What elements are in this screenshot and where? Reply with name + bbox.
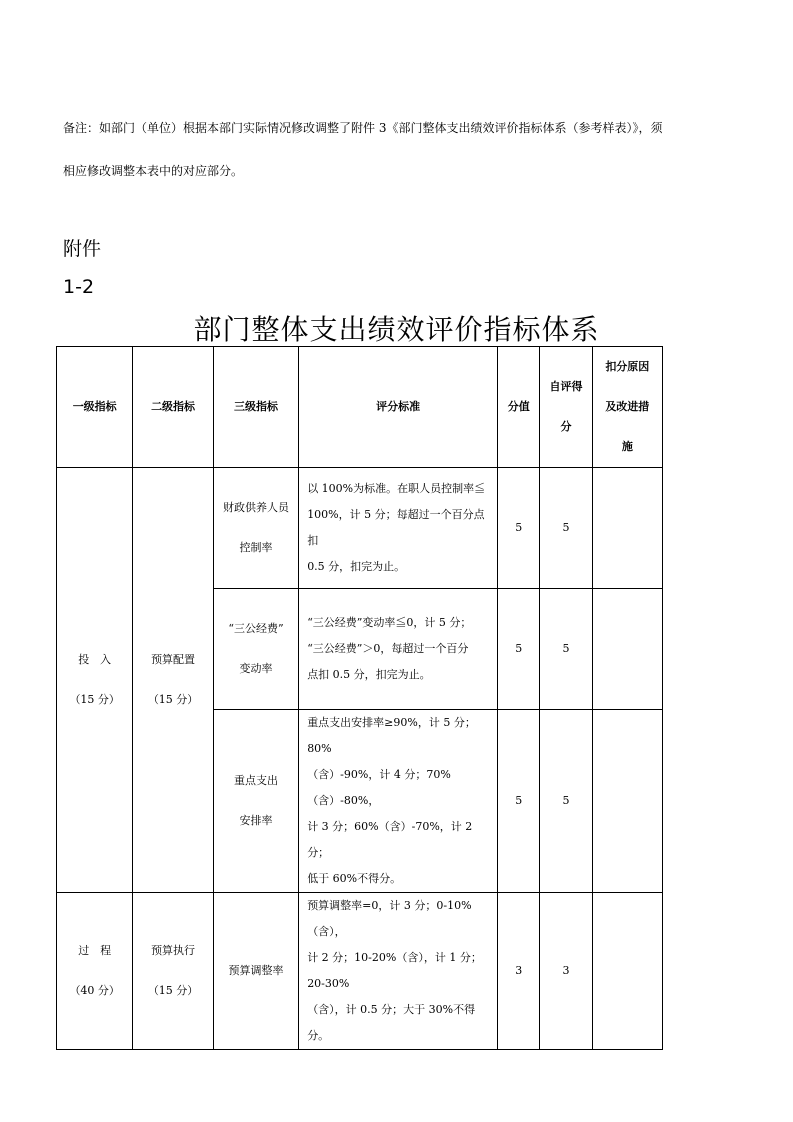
criteria-cell: 预算调整率=0，计 3 分；0-10%（含）， 计 2 分；10-20%（含），计 1 分；20-30% （含），计 0.5 分；大于 30%不得分。 <box>299 893 498 1050</box>
note-line-2: 相应修改调整本表中的对应部分。 <box>63 164 244 178</box>
deduction-cell <box>592 589 662 710</box>
deduction-cell <box>592 893 662 1050</box>
criteria-cell: 以 100%为标准。在职人员控制率≦ 100%，计 5 分；每超过一个百分点扣 0.5 分，扣完为止。 <box>299 468 498 589</box>
self-score-cell: 3 <box>540 893 592 1050</box>
criteria-cell: 重点支出安排率≥90%，计 5 分；80% （含）-90%，计 4 分；70%（含）-80%， 计 3 分；60%（含）-70%，计 2 分； 低于 60%不得分。 <box>299 710 498 893</box>
table-row <box>57 468 663 589</box>
level2-cell: 预算配置 （15 分） <box>133 468 213 893</box>
score-cell: 5 <box>498 468 540 589</box>
self-score-cell: 5 <box>540 589 592 710</box>
header-level3: 三级指标 <box>213 347 298 468</box>
criteria-cell: “三公经费”变动率≦0，计 5 分； “三公经费”＞0，每超过一个百分 点扣 0.5 分，扣完为止。 <box>299 589 498 710</box>
deduction-cell <box>592 710 662 893</box>
level2-cell: 预算执行 （15 分） <box>133 893 213 1050</box>
score-cell: 5 <box>498 710 540 893</box>
header-criteria: 评分标准 <box>299 347 498 468</box>
self-score-cell: 5 <box>540 468 592 589</box>
score-cell: 5 <box>498 589 540 710</box>
attachment-label: 附件 <box>63 238 102 260</box>
self-score-cell: 5 <box>540 710 592 893</box>
deduction-cell <box>592 468 662 589</box>
level1-cell: 过 程 （40 分） <box>57 893 133 1050</box>
level3-cell: 预算调整率 <box>213 893 298 1050</box>
header-row <box>57 347 663 468</box>
table-row <box>57 893 663 1050</box>
header-score: 分值 <box>498 347 540 468</box>
header-level2: 二级指标 <box>133 347 213 468</box>
score-cell: 3 <box>498 893 540 1050</box>
header-self-score: 自评得 分 <box>540 347 592 468</box>
level3-cell: “三公经费” 变动率 <box>213 589 298 710</box>
attachment-number: 1-2 <box>63 276 95 298</box>
level3-cell: 重点支出 安排率 <box>213 710 298 893</box>
note-line-1: 备注：如部门（单位）根据本部门实际情况修改调整了附件 3《部门整体支出绩效评价指标体系（参考样表）》，须 <box>63 121 663 135</box>
level1-cell: 投 入 （15 分） <box>57 468 133 893</box>
header-deduction: 扣分原因 及改进措 施 <box>592 347 662 468</box>
level3-cell: 财政供养人员 控制率 <box>213 468 298 589</box>
header-level1: 一级指标 <box>57 347 133 468</box>
page-title: 部门整体支出绩效评价指标体系 <box>193 313 600 346</box>
indicator-table <box>56 346 663 1050</box>
